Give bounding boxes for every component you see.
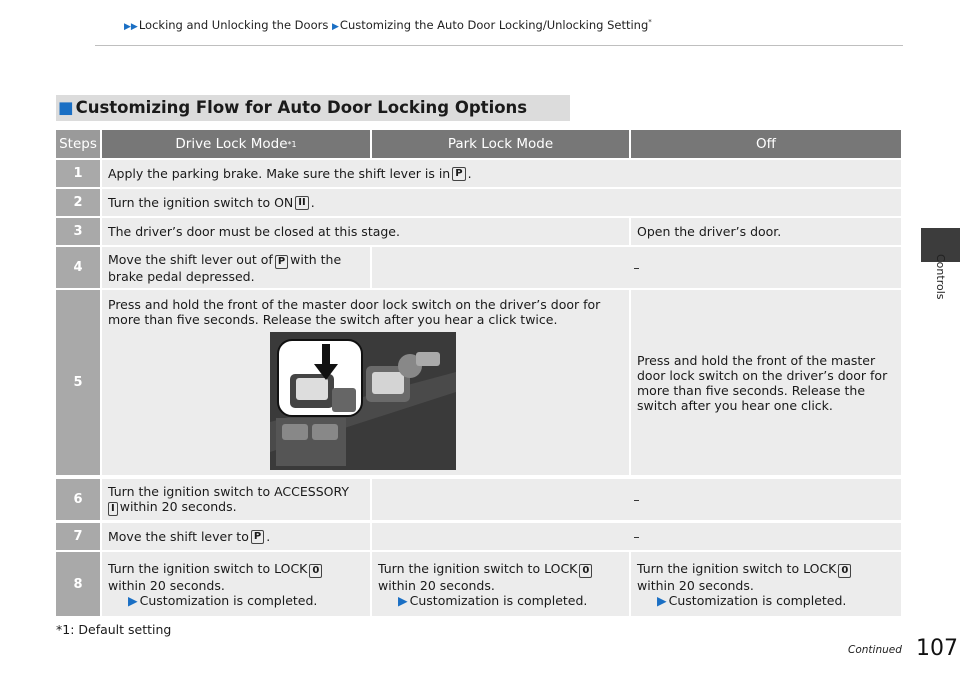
table-header [56, 130, 901, 158]
step-text: The driver’s door must be closed at this stage. [102, 218, 629, 245]
footnote-marker: * [648, 18, 652, 27]
step-off-text: Open the driver’s door. [631, 218, 901, 245]
header-off: Off [631, 130, 901, 158]
ignition-position-key: I [108, 502, 118, 516]
section-title-text: Customizing Flow for Auto Door Locking Options [75, 98, 528, 117]
step-line [108, 561, 324, 578]
continued-label: Continued [848, 644, 902, 656]
step-number: 7 [56, 523, 100, 550]
shift-position-key: P [275, 255, 288, 269]
step-off-text: Press and hold the front of the master door lock switch on the driver’s door for more than five seconds. Release the switch after you hear one click. [631, 290, 901, 475]
table-row [56, 218, 901, 245]
header-drive-sup: *1 [287, 139, 297, 149]
table-row [56, 290, 901, 475]
arrow-icon: ▶ [128, 592, 138, 608]
lock-position-key: 0 [838, 564, 851, 578]
step-text-a: Turn the ignition switch to ON [108, 195, 294, 210]
section-title [56, 95, 570, 121]
step-text-a: Move the shift lever to [108, 529, 249, 544]
step-off-text: – [372, 479, 901, 520]
table-row [56, 160, 901, 187]
ignition-position-key: II [295, 196, 308, 210]
result-line [637, 593, 846, 608]
square-bullet-icon: ■ [58, 98, 74, 117]
lock-position-key: 0 [579, 564, 592, 578]
lock-position-key: 0 [309, 564, 322, 578]
door-switch-illustration [270, 332, 456, 470]
chapter-label: Controls [934, 254, 947, 300]
breadcrumb-item-2: Customizing the Auto Door Locking/Unlocking Setting [339, 18, 649, 32]
table-row [56, 189, 901, 216]
breadcrumb [124, 18, 652, 32]
step-text-b: within 20 seconds. [119, 499, 237, 514]
table-row [56, 552, 901, 616]
breadcrumb-item-1: Locking and Unlocking the Doors [138, 18, 329, 32]
arrow-icon: ▶ [398, 592, 408, 608]
step-line-2: within 20 seconds. [108, 577, 225, 593]
shift-position-key: P [251, 530, 264, 544]
step-off-text: – [372, 247, 901, 288]
header-drive-label: Drive Lock Mode [175, 135, 288, 152]
table-row [56, 247, 901, 288]
step-line-2: within 20 seconds. [378, 577, 495, 593]
step-number: 6 [56, 479, 100, 520]
step-number: 2 [56, 189, 100, 216]
step-line-1: Turn the ignition switch to LOCK [108, 560, 308, 576]
step-text [102, 523, 370, 550]
step-off-text: – [372, 523, 901, 550]
door-switch-drawing [270, 332, 456, 470]
step-text-a: Move the shift lever out of [108, 252, 273, 267]
table-row [56, 479, 901, 520]
step-number: 5 [56, 290, 100, 475]
table-row [56, 523, 901, 550]
step-text-park [372, 552, 629, 616]
step-text [102, 189, 901, 216]
arrow-icon: ▶ [657, 592, 667, 608]
step-text [102, 479, 370, 520]
result-text: Customization is completed. [668, 592, 847, 608]
header-steps: Steps [56, 130, 100, 158]
result-line [378, 593, 587, 608]
step-number: 8 [56, 552, 100, 616]
footnote: *1: Default setting [56, 622, 172, 637]
step-number: 3 [56, 218, 100, 245]
step-text-a: Apply the parking brake. Make sure the shift lever is in [108, 166, 451, 181]
step-text: Press and hold the front of the master door lock switch on the driver’s door for more than five seconds. Release the switch after you hear a click twice. [102, 290, 629, 475]
step-number: 1 [56, 160, 100, 187]
header-rule [95, 45, 903, 46]
step-line-2: within 20 seconds. [637, 577, 754, 593]
page-number: 107 [916, 636, 958, 661]
step-line-1: Turn the ignition switch to LOCK [637, 560, 837, 576]
header-park-lock: Park Lock Mode [372, 130, 629, 158]
triangle-icon: ▶ [332, 22, 339, 32]
step-text-b: . [310, 195, 315, 210]
header-drive-lock [102, 130, 370, 158]
shift-position-key: P [452, 167, 465, 181]
step-text-b: with the brake pedal depressed. [108, 252, 342, 284]
step-text-off [631, 552, 901, 616]
triangle-icon: ▶▶ [124, 22, 138, 32]
step-line [637, 561, 853, 578]
step-text [102, 247, 370, 288]
result-text: Customization is completed. [139, 592, 318, 608]
step-text [102, 160, 901, 187]
step-text-b: . [266, 529, 271, 544]
step-text-a: Turn the ignition switch to ACCESSORY [108, 484, 349, 499]
step-number: 4 [56, 247, 100, 288]
step-text-b: . [467, 166, 472, 181]
step-text-drive [102, 552, 370, 616]
result-text: Customization is completed. [409, 592, 588, 608]
result-line [108, 593, 317, 608]
step-line-1: Turn the ignition switch to LOCK [378, 560, 578, 576]
step-line [378, 561, 594, 578]
